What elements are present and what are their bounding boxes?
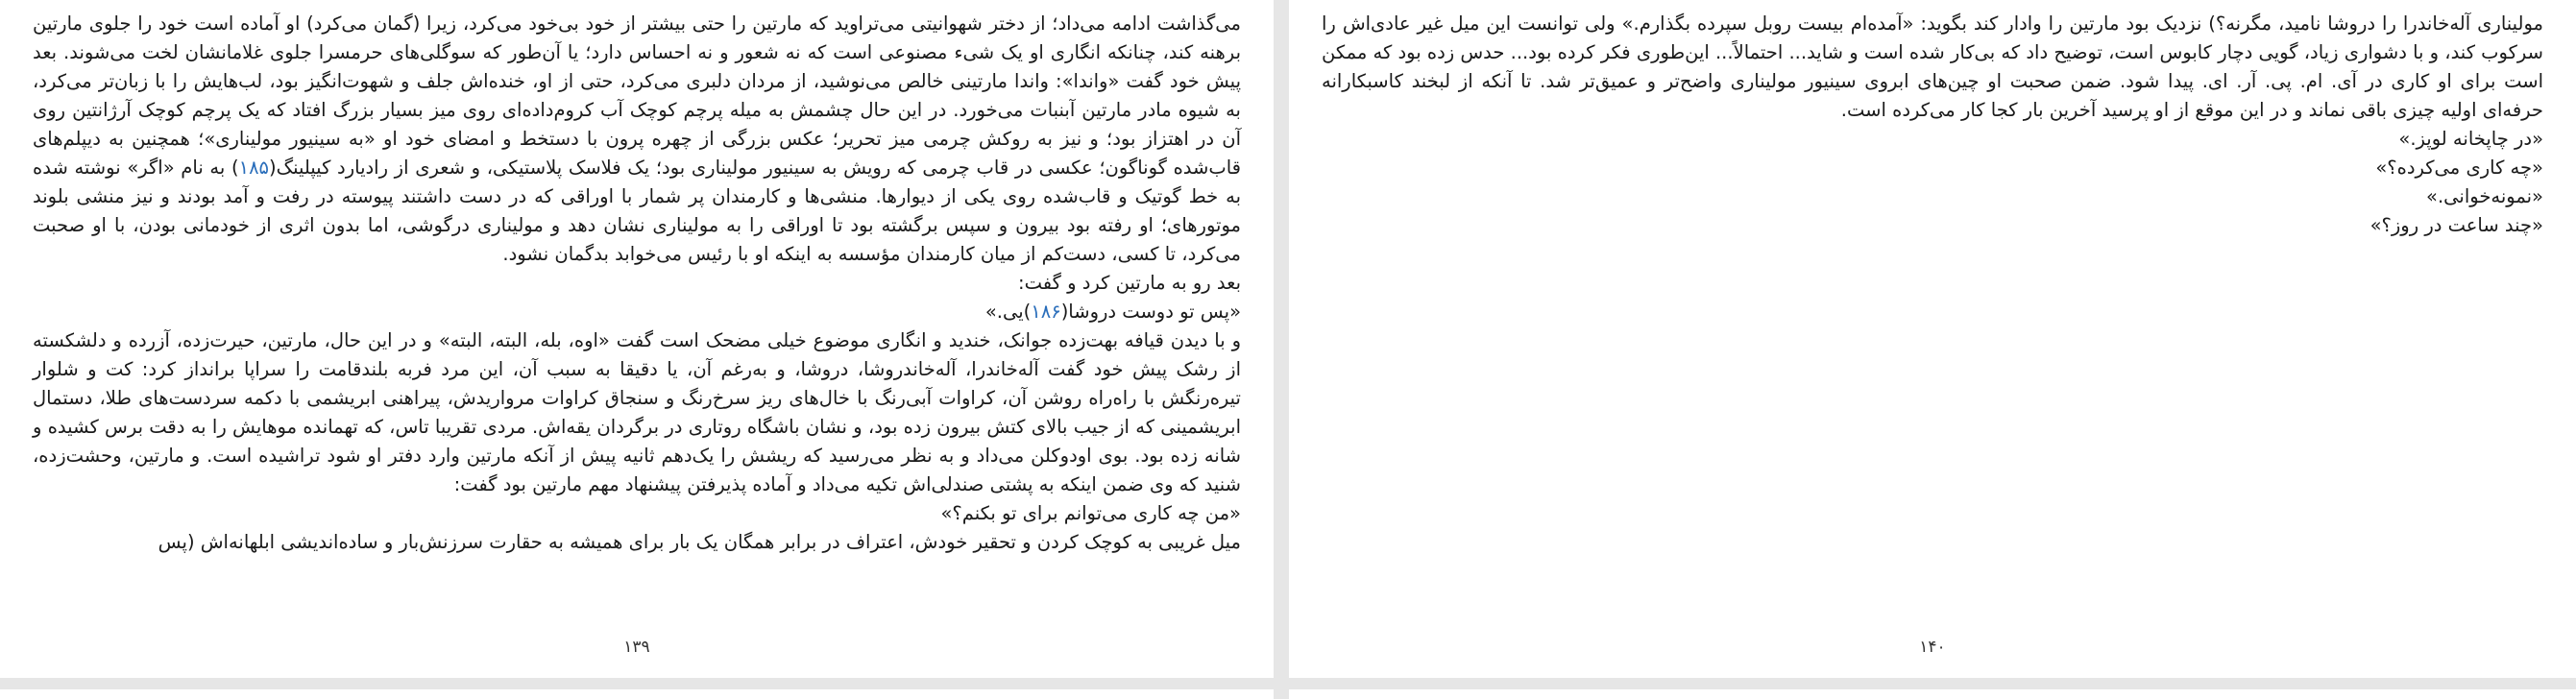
- dialogue-line: «من چه کاری می‌توانم برای تو بکنم؟»: [940, 502, 1241, 524]
- next-page-edge: [0, 689, 1274, 699]
- paragraph: میل غریبی به کوچک کردن و تحقیر خودش، اعتراف در برابر همگان یک بار برای همیشه به حقارت سرزنش‌بار و ساده‌اندیشی ابلهانه‌اش (پس: [158, 531, 1241, 553]
- dialogue-line: «چند ساعت در روز؟»: [2369, 214, 2543, 236]
- dialogue-line: «نمونه‌خوانی.»: [2426, 185, 2543, 207]
- page-number: ۱۳۹: [623, 638, 650, 657]
- paragraph-text: «پس تو دوست دروشا(: [1060, 301, 1241, 323]
- footnote-link[interactable]: ۱۸۶: [1031, 301, 1061, 323]
- page-140: [1289, 0, 2576, 678]
- paragraph: مولیناری آله‌خاندرا را دروشا نامید، مگرنه؟) نزدیک بود مارتین را وادار کند بگوید: «آمده‌ام بیست روبل سپرده بگذارم.» ولی توانست این میل غیر عادی‌اش را سرکوب کند، و با دشواری زیاد، گویی دچار کابوس است، توضیح داد که بی‌کار شده است و شاید... احتمالاً... این‌طوری فکر کرده بود... حدس زده بود که ممکن است برای او کاری در آی. ام. پی. آر. ای. پیدا شود. ضمن صحبت او چین‌های ابروی سینیور مولیناری واضح‌تر و عمیق‌تر شد. تا آنکه از لبخند کاسبکارانه حرفه‌ای اولیه چیزی باقی نماند و در این موقع از او پرسید آخرین بار کجا کار می‌کرده است.: [1322, 12, 2543, 121]
- paragraph: بعد رو به مارتین کرد و گفت:: [1018, 272, 1241, 294]
- paragraph-text: )یی.»: [984, 301, 1032, 323]
- page-body: [1322, 10, 2543, 240]
- next-page-edge: [1289, 689, 2576, 699]
- dialogue-line: «در چاپخانه لوپز.»: [2398, 128, 2543, 150]
- paragraph-text: ) به نام «اگر» نوشته شده به خط گوتیک و قاب‌شده روی یکی از دیوارها. منشی‌ها و کارمندان پر شمار با اوراقی که در دست داشتند پیوسته در رفت و آمد بودند و نیز منشی بلوند موتورهای؛ او رفته بود بیرون و سپس برگشته بود تا اوراقی را به مولیناری نشان دهد و مولیناری درگوشی، اما بدون اثری از خودمانی بودن، با او صحبت می‌کرد، تا کسی، دست‌کم از میان کارمندان مؤسسه به اینکه او با رئیس می‌خوابد بدگمان نشود.: [33, 157, 1241, 265]
- page-number: ۱۴۰: [1919, 638, 1946, 657]
- paragraph: [33, 10, 1241, 269]
- dialogue-line: [33, 298, 1241, 326]
- footnote-link[interactable]: ۱۸۵: [238, 157, 270, 179]
- page-139: [0, 0, 1274, 678]
- dialogue-line: «چه کاری می‌کرده؟»: [2375, 157, 2543, 179]
- page-body: [33, 10, 1241, 557]
- paragraph: و با دیدن قیافه بهت‌زده جوانک، خندید و انگاری موضوع خیلی مضحک است گفت «اوه، بله، البته، البته» و در این حال، مارتین، حیرت‌زده، آزرده و دلشکسته از رشک پیش خود گفت آله‌خاندرا، آله‌خاندروشا، دروشا، و به‌رغم آن، یا دقیقا به سبب آن، این مرد فربه بلندقامت را سراپا برانداز کرد: کت و شلوار تیره‌رنگش با راه‌راه روشن آن، کراوات آبی‌رنگ با خال‌های ریز سرخ‌رنگ و سنجاق کراوات مرواریدش، پیراهنی ابریشمی با دکمه سردست‌های طلا، دستمال ابریشمینی که از جیب بالای کتش بیرون زده بود، و نشان باشگاه روتاری در برگردان یقه‌اش. مردی تقریبا تاس، که تهمانده موهایش را به دقت برس کشیده و شانه زده بود. بوی اودوکلن می‌داد و به نظر می‌رسید که ریشش را یک‌دهم ثانیه پیش از آنکه مارتین وارد دفتر او شود تراشیده است. و مارتین، وحشت‌زده، شنید که وی ضمن اینکه به پشتی صندلی‌اش تکیه می‌داد و آماده پذیرفتن پیشنهاد مهم مارتین بود گفت:: [33, 329, 1241, 495]
- paragraph-text: می‌گذاشت ادامه می‌داد؛ از دختر شهوانیتی می‌تراوید که مارتین را حتی بیشتر از خود بی‌خود می‌کرد، زیرا (گمان می‌کرد) او آماده است خود را جلوی مارتین برهنه کند، چنانکه انگاری او یک شیء مصنوعی است که نه شعور و نه احساس دارد؛ یا آن‌طور که سوگلی‌های حرمسرا جلوی غلامانشان لخت می‌شوند. بعد پیش خود گفت «واندا»: واندا مارتینی خالص می‌نوشید، از مردان دلبری می‌کرد، حتی از او، خنده‌اش جلف و شهوت‌انگیز بود، لب‌هایش را با زبان‌تر می‌کرد، به شیوه مادر مارتین آبنبات می‌خورد. در این حال چشمش به میله پرچم کوچک آب کروم‌داده‌ای روی میز بسیار بزرگ افتاد که یک پرچم کوچک آرژانتین روی آن در اهتزاز بود؛ و نیز به روکش چرمی میز تحریر؛ عکس بزرگی از چهره پرون با دستخط و امضای خود او «به سینیور مولیناری»؛ همچنین به دیپلم‌های قاب‌شده گوناگون؛ عکسی در قاب چرمی که رویش به سینیور مولیناری بود؛ یک فلاسک پلاستیکی، و شعری از رادیارد کیپلینگ(: [33, 12, 1242, 179]
